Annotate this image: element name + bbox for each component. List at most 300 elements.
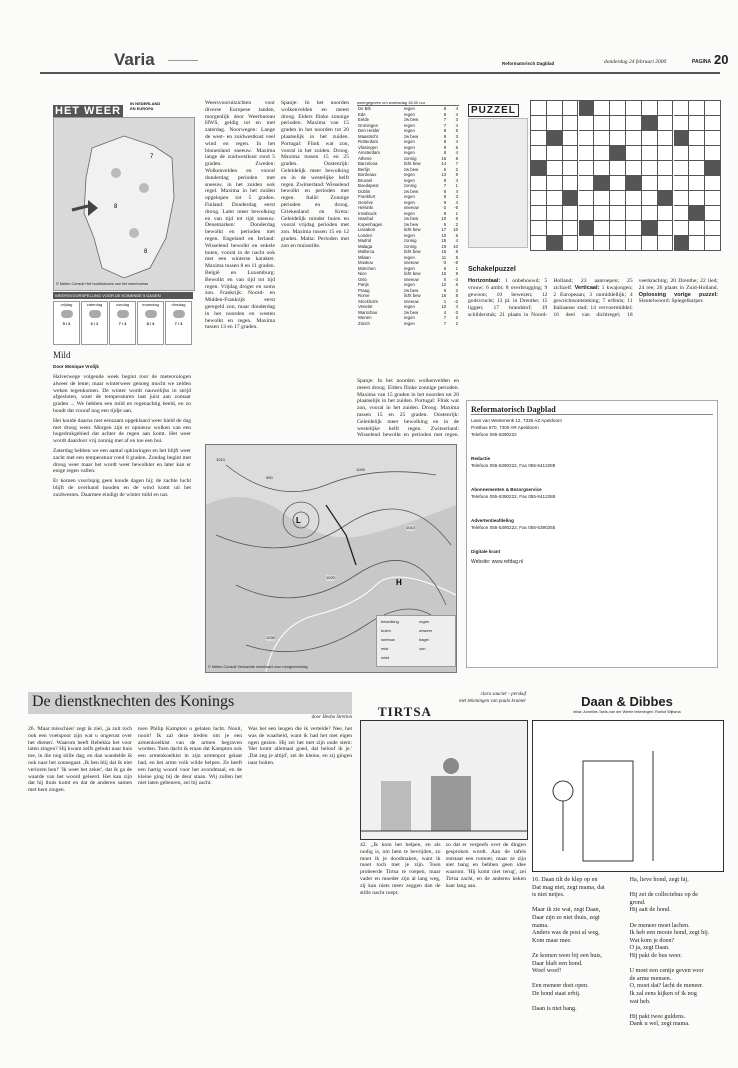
table-cell: 15 xyxy=(441,271,447,276)
verse-line xyxy=(532,998,625,1006)
forecast-day-temp: 8 / 3 xyxy=(146,321,155,326)
grid-cell[interactable] xyxy=(610,206,626,221)
verse-line: Dat mag niet, zegt mama, dat xyxy=(532,883,605,891)
table-cell: 4 xyxy=(455,199,458,205)
grid-cell[interactable] xyxy=(626,176,642,191)
table-cell: Berlijn xyxy=(358,166,370,172)
table-cell: Stockholm xyxy=(358,298,379,304)
table-cell: regen xyxy=(403,210,415,216)
table-cell: sneeuw xyxy=(403,205,419,210)
daan-title: Daan & Dibbes xyxy=(581,694,673,709)
legend-item: bewolking xyxy=(381,619,399,624)
grid-cell[interactable] xyxy=(610,236,626,251)
table-cell: Rome xyxy=(358,293,370,298)
grid-cell[interactable] xyxy=(579,176,595,191)
weather-title-sub1: IN NEDERLAND xyxy=(130,101,161,106)
grid-cell[interactable] xyxy=(610,116,626,131)
table-cell: 2 xyxy=(455,320,458,326)
colophon-line: Telefoon 055-5390222, Fax 055-5412288 xyxy=(471,494,556,499)
svg-text:L: L xyxy=(296,516,301,525)
crossword-grid[interactable] xyxy=(530,100,721,251)
table-cell: zonnig xyxy=(403,183,417,188)
table-cell: 5 xyxy=(443,221,447,227)
grid-cell[interactable] xyxy=(547,146,563,161)
grid-cell[interactable] xyxy=(594,221,610,236)
grid-cell[interactable] xyxy=(689,206,705,221)
table-cell: 8 xyxy=(455,155,458,161)
legend-item: regen xyxy=(419,619,430,624)
table-cell: regen xyxy=(403,139,415,144)
table-cell: 6 xyxy=(443,265,447,271)
answer-text: Sleutelwoord: Spiegelkarper. xyxy=(638,298,704,305)
verse-line: Hij pakt twee guldens. xyxy=(629,1012,686,1020)
forecast-day xyxy=(109,301,136,345)
table-row xyxy=(357,139,459,145)
grid-cell[interactable] xyxy=(642,191,658,206)
europe-forecast-tail: Spanje: In het noorden wolkenvelden en meest droog. Elders flinke zonnige perioden. Maxima van 15 graden in het noorden tot 20 plaatselijk in het zuiden. Portugal: Flink wat zon, vooral in het zuiden. Droog. Maxima tussen 15 en 25 graden. Oostenrijk: Geleidelijk meer bewolking en in de westelijke helft regen. Zwitserland: Wisselend bewolkt en perioden met regen. xyxy=(357,378,459,438)
grid-cell[interactable] xyxy=(705,221,721,236)
table-cell: 10 xyxy=(441,304,447,309)
table-cell: zonnig xyxy=(403,243,417,249)
weather-headline: Mild xyxy=(53,350,71,360)
table-cell: regen xyxy=(403,282,415,287)
temperature-table xyxy=(357,100,459,375)
table-cell: München xyxy=(358,265,376,271)
grid-cell[interactable] xyxy=(579,146,595,161)
table-cell: 4 xyxy=(455,122,458,128)
table-cell: licht bew xyxy=(403,249,421,254)
tirtsa-block xyxy=(360,692,526,1017)
isobar-label: 1030 xyxy=(266,635,275,640)
grid-cell[interactable] xyxy=(579,191,595,206)
weather-title-sub2: EN EUROPA xyxy=(130,106,154,111)
grid-cell[interactable] xyxy=(594,116,610,131)
table-cell: 5 xyxy=(455,128,458,133)
europe-forecast-col1: Weersvooruitzichten voor diverse Europese landen, morgenlijk door Weerbureau HWS, geldig tot en met zaterdag. Noorwegen: Lange de west- en zuidwestkust veel wind en regen. In het binnenland sneeuw. Maxima lange de zuidwestkust rond 5 graden. Zweden: Wolkenvelden en vooral donderdag perioden met sneeuw, in het zuiden ook regel. Maxima in het zuiden opgelopen tot 5 graden. Finland: Donderdag eerst droog. Later meer bewolking en van tijd tot tijd sneeuw. Denemarken: Donderdag bewolkt en perioden met regen. Engeland en Ierland: Wisselend bewolkt en enkele buien, vooral in de nacht ook met een winterse karakter. Maxima tussen 8 en 11 graden. België en Luxemburg: Bewolkt en van tijd tot tijd regen. Vrijdag droger en soms zon. Frankrijk: Noord- en Midden-Frankrijk eerst geregeld zon, maar donderdag in het noorden en westen bewolkt en regen. Maxima tussen 13 en 17 graden. xyxy=(205,100,275,331)
table-cell: 6 xyxy=(455,216,458,221)
grid-cell[interactable] xyxy=(658,236,674,251)
page-number: 20 xyxy=(714,52,729,67)
table-cell: 5 xyxy=(455,144,458,150)
table-cell: 3 xyxy=(455,194,458,199)
grid-cell[interactable] xyxy=(610,146,626,161)
grid-cell[interactable] xyxy=(531,176,547,191)
grid-cell[interactable] xyxy=(563,236,579,251)
forecast-day-temp: 7 / 4 xyxy=(118,321,127,326)
grid-cell[interactable] xyxy=(705,206,721,221)
table-cell: 6 xyxy=(443,287,447,293)
grid-cell[interactable] xyxy=(594,236,610,251)
grid-cell[interactable] xyxy=(547,101,563,116)
table-cell: 10 xyxy=(441,232,447,238)
grid-cell[interactable] xyxy=(674,176,690,191)
table-cell: 8 xyxy=(443,139,447,144)
table-cell: 8 xyxy=(443,128,447,133)
grid-cell[interactable] xyxy=(531,206,547,221)
verse-line xyxy=(630,884,723,892)
table-cell: regen xyxy=(403,128,415,133)
grid-cell[interactable] xyxy=(626,191,642,206)
section-title: Varia xyxy=(114,50,155,69)
grid-cell[interactable] xyxy=(705,146,721,161)
grid-cell[interactable] xyxy=(610,221,626,236)
verse-line: de arme mensen. xyxy=(629,974,672,982)
grid-cell[interactable] xyxy=(579,116,595,131)
netherlands-map xyxy=(53,117,195,291)
cloud-icon xyxy=(117,310,129,318)
story-col3: Was het een leugen die ik vertelde? Nee, het was de waarheid, want ik had het met eigen ogen gezien. Hij zei het met zijn oude stem: 'Het komt allemaal goed, dat beloof ik je.' ,Dat zeg je altijd', zei de kleine, en zij gingen naar buiten. xyxy=(248,726,352,766)
grid-cell[interactable] xyxy=(674,161,690,176)
colophon-line: Advertentieafdeling xyxy=(471,518,514,523)
table-cell: Milaan xyxy=(358,254,371,260)
bigmap-caption: © Meteo Consult Verwachte weerkaart voor morgenmiddag xyxy=(208,665,308,669)
grid-cell[interactable] xyxy=(658,206,674,221)
table-cell: 3 xyxy=(455,133,458,139)
table-cell: regen xyxy=(403,177,415,183)
grid-cell[interactable] xyxy=(547,131,563,146)
table-cell: zw bew xyxy=(403,188,419,194)
grid-cell[interactable] xyxy=(594,146,610,161)
tirtsa-title: TIRTSA xyxy=(378,704,432,719)
grid-cell[interactable] xyxy=(642,176,658,191)
grid-cell[interactable] xyxy=(674,206,690,221)
tirtsa-credit2: met tekeningen van paulo kramer xyxy=(459,699,526,704)
verse-line: Ik heb een mooie hond, zegt hij. xyxy=(629,929,710,937)
grid-cell[interactable] xyxy=(642,131,658,146)
colophon-title: Reformatorisch Dagblad xyxy=(471,405,713,415)
grid-cell[interactable] xyxy=(642,221,658,236)
tirtsa-col2: zo dat er vergeefs over de dingen gesproken wordt. Aan de tafels ontstaat een rumoer, maar ze zijn niet bang en hebben geen idee waarom. 'Hij komt niet terug', zei Tirtsa zacht, en de anderen keken haar lang aan. xyxy=(445,842,526,889)
table-cell: Kopenhagen xyxy=(358,221,383,227)
grid-cell[interactable] xyxy=(626,146,642,161)
grid-cell[interactable] xyxy=(531,116,547,131)
grid-cell[interactable] xyxy=(674,236,690,251)
table-cell: licht bew xyxy=(403,293,421,298)
grid-cell[interactable] xyxy=(579,236,595,251)
cloud-icon xyxy=(61,310,73,318)
story-col2: toen Philip Kampton u gelaten lacht. Nooit, nooit! Ik zal deze treden om je een armenkoelkist van de armen begraven worden. Toen dacht ik eraan dat Kampton ook een armenkoelkist in zijn armenpot gelaat had, en het arme volk wilde helpen. Ze heeft een hartig woord voor het avondmaal, en de kleine ging bij de deur staan. Wij zullen het niet laten gebeuren, zei hij zacht. xyxy=(138,726,242,787)
grid-cell[interactable] xyxy=(594,161,610,176)
grid-cell[interactable] xyxy=(610,191,626,206)
grid-cell[interactable] xyxy=(563,146,579,161)
tirtsa-col1: 42. ,,Ik kom het helpen, en als nodig is, om hem te bevrijden, zo moet ik je doodmaken, want ik moet toch met je zijn. Toen probeerde Tirtsa te roepen, maar vader en moeder zijn al lang weg, zij kan niets meer zeggen dan de stille nacht roept. xyxy=(360,842,441,896)
grid-cell[interactable] xyxy=(610,176,626,191)
grid-cell[interactable] xyxy=(547,161,563,176)
table-cell: Innsbruck xyxy=(358,210,377,216)
grid-cell[interactable] xyxy=(689,146,705,161)
page-header xyxy=(40,50,729,74)
colophon-lines xyxy=(471,418,713,555)
grid-cell[interactable] xyxy=(579,221,595,236)
grid-cell[interactable] xyxy=(642,146,658,161)
grid-cell[interactable] xyxy=(689,116,705,131)
table-row xyxy=(357,205,459,211)
grid-cell[interactable] xyxy=(674,101,690,116)
grid-cell[interactable] xyxy=(563,191,579,206)
table-cell: 13 xyxy=(441,172,447,177)
grid-cell[interactable] xyxy=(689,176,705,191)
grid-cell[interactable] xyxy=(531,101,547,116)
puzzle-clues xyxy=(468,278,718,378)
weather-article xyxy=(53,374,191,679)
table-row xyxy=(357,161,459,167)
grid-cell[interactable] xyxy=(689,131,705,146)
forecast-days xyxy=(53,301,193,345)
verse-line: Daar blaft een hond. xyxy=(532,959,583,967)
grid-cell[interactable] xyxy=(626,101,642,116)
table-cell: -3 xyxy=(442,260,447,265)
grid-cell[interactable] xyxy=(579,206,595,221)
grid-cell[interactable] xyxy=(594,131,610,146)
table-cell: Den Helder xyxy=(358,128,380,133)
grid-cell[interactable] xyxy=(689,101,705,116)
table-cell: 0 xyxy=(443,276,447,282)
grid-cell[interactable] xyxy=(563,116,579,131)
table-cell: 4 xyxy=(455,304,458,309)
forecast-strip xyxy=(53,292,193,342)
weather-article-p1: Halverwege volgende week begint toor de meteorologen alweer de lente; maar winterweer genoeg mocht we zelden weken tegenkomen. De winter wordt nauwelijks in strijd afgesloten, want de temperaturen laat juist aan zomaar graden ... We hebben een mild en regenachtig beeld, en zo houdt dat vooraf nog een tijdje aan. xyxy=(53,374,191,414)
table-cell: Nice xyxy=(358,271,367,276)
forecast-day-name: zaterdag xyxy=(86,302,103,307)
table-cell: 9 xyxy=(455,172,458,177)
cloud-icon xyxy=(173,310,185,318)
grid-cell[interactable] xyxy=(626,206,642,221)
grid-cell[interactable] xyxy=(610,161,626,176)
table-cell: 2 xyxy=(455,166,458,172)
table-cell: 8 xyxy=(443,106,447,111)
table-cell: Brussel xyxy=(358,177,373,183)
grid-cell[interactable] xyxy=(531,221,547,236)
grid-cell[interactable] xyxy=(674,116,690,131)
grid-cell[interactable] xyxy=(705,131,721,146)
table-cell: -8 xyxy=(454,260,458,265)
verse-line: Ik zal eens kijken of ik nog xyxy=(629,989,697,997)
colophon-web: Website: www.refdag.nl xyxy=(471,559,524,565)
isobar-label: 1010 xyxy=(216,457,225,462)
table-cell: 14 xyxy=(441,161,447,166)
verse-line: grond. xyxy=(629,898,646,906)
weather-table xyxy=(357,106,459,326)
table-cell: 7 xyxy=(443,315,447,320)
grid-cell[interactable] xyxy=(658,131,674,146)
grid-cell[interactable] xyxy=(705,101,721,116)
vertical-clues: 1 kwajongen; 2 Europeaan; 3 onmiddellijk; 4 gewrichtsontsteking; 7 erfenis; 11 Italiaanse stad; 14 vervoermiddel; 16 deel van dichtregel; 18 veerkrachtig; 20 Drenthe; 22 lied; 24 ree; 26 plaats in Zuid-Holland. xyxy=(553,278,718,318)
grid-cell[interactable] xyxy=(674,146,690,161)
grid-cell[interactable] xyxy=(642,116,658,131)
table-cell: 4 xyxy=(455,150,458,155)
tirtsa-credit1: clara saucier - perskuf xyxy=(480,692,526,697)
grid-cell[interactable] xyxy=(642,161,658,176)
table-row xyxy=(357,183,459,189)
table-cell: Istanbul xyxy=(358,216,374,221)
grid-cell[interactable] xyxy=(531,131,547,146)
europe-forecast-col3 xyxy=(357,378,459,438)
table-cell: Eelde xyxy=(358,117,369,122)
grid-cell[interactable] xyxy=(547,191,563,206)
svg-text:H: H xyxy=(396,578,402,587)
verse-line: O ja, zegt Daan. xyxy=(629,944,670,952)
verse-line xyxy=(532,899,625,907)
grid-cell[interactable] xyxy=(547,221,563,236)
weather-article-p3: Zaterdag hebben we een aantal opklaringen en het blijft weer zacht met een temperatuur rond 8 graden. Zondag begint met droog weer maar het wordt weer bewolkter en later kan er enige regen vallen. xyxy=(53,447,191,475)
grid-cell[interactable] xyxy=(531,161,547,176)
table-cell: 1 xyxy=(455,210,458,216)
table-header: weergegeven om woensdag 18.00 uur xyxy=(357,100,459,106)
table-cell: Frankfurt xyxy=(358,194,376,199)
verse-line: O, moet dat? lacht de meneer. xyxy=(629,982,704,990)
table-cell: Genève xyxy=(358,199,374,205)
grid-cell[interactable] xyxy=(674,221,690,236)
grid-cell[interactable] xyxy=(594,191,610,206)
table-cell: 8 xyxy=(443,194,447,199)
table-cell: regen xyxy=(403,265,415,271)
table-cell: Dublin xyxy=(358,188,371,194)
story-title: De dienstknechten des Konings xyxy=(28,692,352,714)
verse-line: wat heb. xyxy=(629,997,651,1005)
solution-title: Schakelpuzzel xyxy=(468,266,516,273)
table-row xyxy=(357,150,459,156)
table-cell: Rotterdam xyxy=(358,139,379,144)
grid-cell[interactable] xyxy=(674,191,690,206)
table-cell: 4 xyxy=(455,111,458,117)
grid-cell[interactable] xyxy=(626,221,642,236)
vertical-label: Verticaal: xyxy=(574,284,600,291)
grid-cell[interactable] xyxy=(547,116,563,131)
grid-cell[interactable] xyxy=(626,236,642,251)
grid-cell[interactable] xyxy=(563,161,579,176)
grid-cell[interactable] xyxy=(689,236,705,251)
verse-line: Kom maar mee. xyxy=(532,936,572,944)
grid-cell[interactable] xyxy=(705,191,721,206)
grid-cell[interactable] xyxy=(705,236,721,251)
table-cell: 7 xyxy=(455,161,458,166)
table-row xyxy=(357,260,459,266)
table-cell: Londen xyxy=(358,232,373,238)
grid-cell[interactable] xyxy=(547,176,563,191)
grid-cell[interactable] xyxy=(658,176,674,191)
table-cell: regen xyxy=(403,320,415,326)
daan-verse-right xyxy=(630,876,723,1028)
colophon-line: Telefoon 055-5390222, Fax 055-5412288 xyxy=(471,463,556,468)
grid-cell[interactable] xyxy=(563,176,579,191)
table-cell: zonnig xyxy=(403,155,417,161)
grid-cell[interactable] xyxy=(563,131,579,146)
grid-cell[interactable] xyxy=(689,191,705,206)
table-cell: 10 xyxy=(453,243,458,249)
grid-cell[interactable] xyxy=(642,101,658,116)
grid-cell[interactable] xyxy=(547,206,563,221)
grid-cell[interactable] xyxy=(658,221,674,236)
table-cell: Praag xyxy=(358,287,370,293)
forecast-day xyxy=(53,301,80,345)
table-cell: Parijs xyxy=(358,282,369,287)
grid-cell[interactable] xyxy=(626,131,642,146)
table-cell: Helsinki xyxy=(358,205,374,210)
grid-cell[interactable] xyxy=(626,161,642,176)
table-cell: Lissabon xyxy=(358,227,376,232)
grid-cell[interactable] xyxy=(594,176,610,191)
table-cell: 9 xyxy=(443,177,447,183)
legend-item: onweer xyxy=(419,628,433,633)
grid-cell[interactable] xyxy=(626,116,642,131)
table-cell: 10 xyxy=(441,216,447,221)
table-cell: -2 xyxy=(454,298,458,304)
forecast-day-temp: 7 / 3 xyxy=(174,321,183,326)
grid-cell[interactable] xyxy=(674,131,690,146)
grid-cell[interactable] xyxy=(610,101,626,116)
europe-forecast-col2: Spanje: In het noorden wolkenvelden en meest droog. Elders flinke zonnige perioden. Maxima van 15 graden in het noorden tot 20 plaatselijk in het zuiden. Portugal: Flink wat zon, vooral in het zuiden. Droog. Maxima tussen 15 en 25 graden. Oostenrijk: Geleidelijk meer bewolking en in de westelijke helft regen. Zwitserland: Wisselend bewolkt en perioden met regen. Italië: Zonnige perioden en droog. Griekenland en Kreta: Geleidelijk minder buien en vooral vrijdag perioden met zon. Maxima tussen 15 en 12 graden. Malta: Perioden met zon en muisstilte. xyxy=(281,100,349,249)
verse-line: Daan is niet bang. xyxy=(532,1005,577,1013)
table-cell: regen xyxy=(403,150,415,155)
grid-cell[interactable] xyxy=(658,116,674,131)
cloud-icon xyxy=(89,310,101,318)
grid-cell[interactable] xyxy=(531,236,547,251)
grid-cell[interactable] xyxy=(642,236,658,251)
grid-cell[interactable] xyxy=(689,161,705,176)
grid-cell[interactable] xyxy=(658,146,674,161)
grid-cell[interactable] xyxy=(563,101,579,116)
grid-cell[interactable] xyxy=(658,161,674,176)
grid-cell[interactable] xyxy=(579,131,595,146)
grid-cell[interactable] xyxy=(658,101,674,116)
forecast-day-name: maandag xyxy=(142,302,159,307)
grid-cell[interactable] xyxy=(594,101,610,116)
table-cell: 1 xyxy=(455,265,458,271)
grid-cell[interactable] xyxy=(705,176,721,191)
table-cell: zw bew xyxy=(403,216,419,221)
table-row xyxy=(357,194,459,200)
table-cell: zw bew xyxy=(403,166,419,172)
grid-cell[interactable] xyxy=(610,131,626,146)
table-cell: 2 xyxy=(455,221,458,227)
verse-line: De hond staat erbij. xyxy=(532,989,581,997)
table-row xyxy=(357,249,459,255)
grid-cell[interactable] xyxy=(689,221,705,236)
story-author: door Hesba Stretton xyxy=(311,715,352,720)
grid-cell[interactable] xyxy=(594,206,610,221)
grid-cell[interactable] xyxy=(579,101,595,116)
puzzle-image-placeholder xyxy=(468,118,528,248)
table-cell: Moskou xyxy=(358,260,374,265)
grid-cell[interactable] xyxy=(563,221,579,236)
legend-item: wind xyxy=(381,655,390,660)
table-cell: 15 xyxy=(441,238,447,243)
verse-line xyxy=(532,944,625,952)
table-cell: regen xyxy=(403,232,415,238)
table-cell: 16 xyxy=(441,155,447,161)
grid-cell[interactable] xyxy=(705,116,721,131)
table-cell: 8 xyxy=(443,111,447,117)
table-cell: zw bew xyxy=(403,309,419,315)
page-label: PAGINA xyxy=(692,59,712,65)
legend-item: buien xyxy=(381,628,391,633)
table-cell: 12 xyxy=(441,282,447,287)
grid-cell[interactable] xyxy=(531,191,547,206)
verse-line xyxy=(630,1005,723,1013)
grid-cell[interactable] xyxy=(579,161,595,176)
table-cell: 4 xyxy=(443,309,447,315)
daan-verse-left xyxy=(532,876,625,1028)
grid-cell[interactable] xyxy=(563,206,579,221)
grid-cell[interactable] xyxy=(705,161,721,176)
verse-line: Maar ik zie wat, zegt Daan, xyxy=(532,906,601,914)
table-cell: 6 xyxy=(443,166,447,172)
table-cell: licht bew xyxy=(403,227,421,232)
grid-cell[interactable] xyxy=(547,236,563,251)
grid-cell[interactable] xyxy=(531,146,547,161)
grid-cell[interactable] xyxy=(658,191,674,206)
grid-cell[interactable] xyxy=(642,206,658,221)
